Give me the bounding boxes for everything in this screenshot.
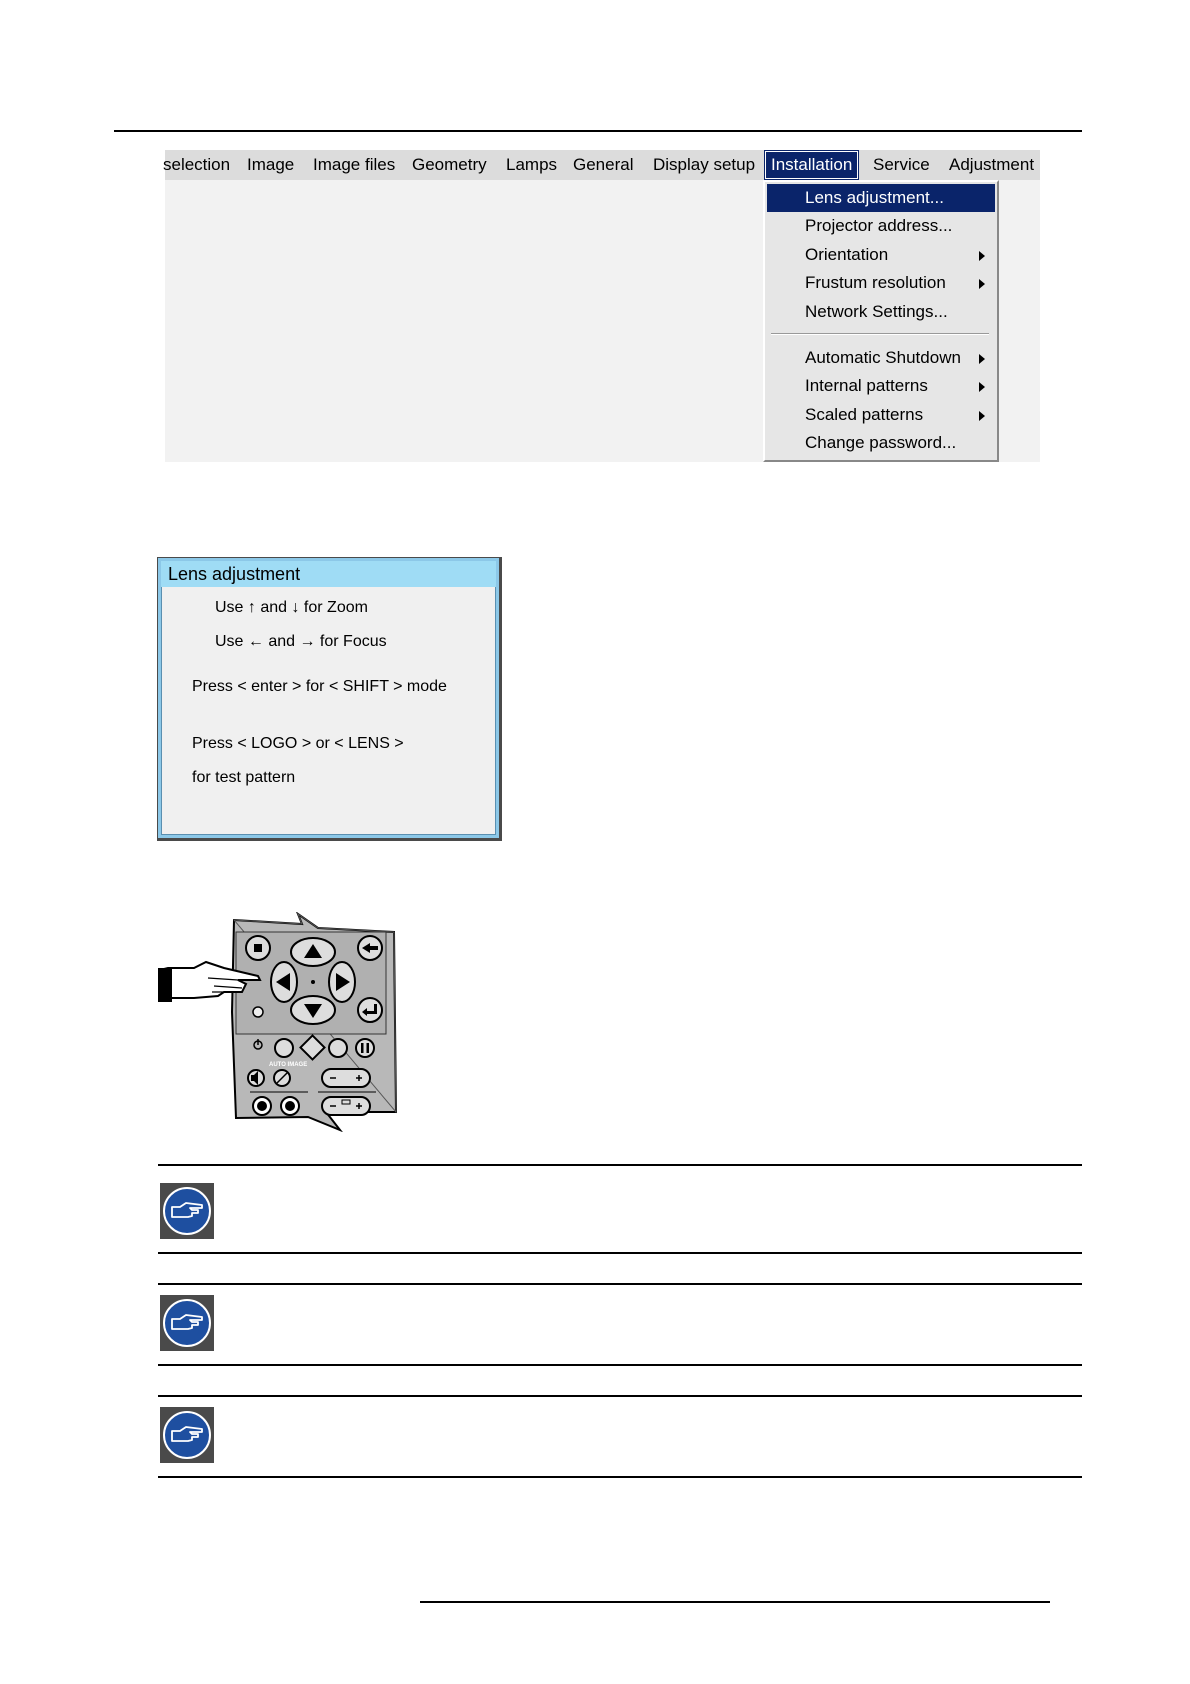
round-button-2[interactable] xyxy=(329,1039,347,1057)
dropdown-item-scaled-patterns[interactable]: Scaled patterns xyxy=(767,401,995,429)
dropdown-item-network-settings[interactable]: Network Settings... xyxy=(805,302,948,321)
pattern-instruction-1: Press < LOGO > or < LENS > xyxy=(192,735,404,752)
lens-adjustment-dialog xyxy=(158,558,499,838)
note-rule-top-1 xyxy=(158,1164,1082,1166)
note-icon-box-3 xyxy=(160,1407,214,1463)
dropdown-item-orientation[interactable]: Orientation xyxy=(767,241,995,269)
menu-screenshot xyxy=(165,150,1040,462)
remote-control-drawing xyxy=(158,912,402,1132)
dialog-title: Lens adjustment xyxy=(161,561,496,587)
dropdown-item-internal-patterns[interactable]: Internal patterns xyxy=(767,372,995,400)
note-rule-top-2 xyxy=(158,1283,1082,1285)
header-rule xyxy=(114,130,1082,132)
note-rule-bottom-1 xyxy=(158,1252,1082,1254)
note-rule-top-3 xyxy=(158,1395,1082,1397)
note-rule-bottom-2 xyxy=(158,1364,1082,1366)
note-rule-bottom-3 xyxy=(158,1476,1082,1478)
pattern-instruction-2: for test pattern xyxy=(192,769,296,786)
submenu-arrow-icon xyxy=(979,251,985,261)
menu-service[interactable]: Service xyxy=(873,155,930,174)
submenu-arrow-icon xyxy=(979,279,985,289)
footer-rule xyxy=(420,1601,1050,1603)
menu-installation[interactable]: Installation xyxy=(764,150,859,180)
center-dot xyxy=(311,980,315,984)
menu-display-setup[interactable]: Display setup xyxy=(653,155,756,174)
menu-geometry[interactable]: Geometry xyxy=(412,155,487,174)
down-arrow-icon[interactable] xyxy=(291,996,335,1024)
menu-image-files[interactable]: Image files xyxy=(313,155,396,174)
dropdown-item-frustum-resolution[interactable]: Frustum resolution xyxy=(767,269,995,297)
zoom-rocker[interactable] xyxy=(322,1097,370,1115)
pointing-hand-icon xyxy=(160,1183,214,1239)
zoom-instruction: Use ↑ and ↓ for Zoom xyxy=(215,599,368,616)
small-round-button[interactable] xyxy=(253,1007,263,1017)
pointing-hand-icon xyxy=(160,1407,214,1463)
submenu-arrow-icon xyxy=(979,354,985,364)
submenu-arrow-icon xyxy=(979,382,985,392)
mute-icon[interactable] xyxy=(248,1070,264,1086)
note-icon-box-2 xyxy=(160,1295,214,1351)
dropdown-item-projector-address[interactable]: Projector address... xyxy=(805,216,953,235)
remote-control-illustration xyxy=(158,912,402,1132)
pause-icon[interactable] xyxy=(356,1039,374,1057)
dropdown-separator xyxy=(771,333,989,335)
submenu-arrow-icon xyxy=(979,411,985,421)
dropdown-item-change-password[interactable]: Change password... xyxy=(805,433,957,452)
menu-adjustment[interactable]: Adjustment xyxy=(949,155,1035,174)
back-icon[interactable] xyxy=(358,936,382,960)
right-arrow-icon[interactable] xyxy=(329,962,355,1002)
shift-instruction: Press < enter > for < SHIFT > mode xyxy=(192,678,447,695)
menu-general[interactable]: General xyxy=(573,155,634,174)
round-button-1[interactable] xyxy=(275,1039,293,1057)
volume-rocker[interactable] xyxy=(322,1069,370,1087)
dropdown-item-automatic-shutdown[interactable]: Automatic Shutdown xyxy=(767,344,995,372)
dropdown-item-lens-adjustment[interactable]: Lens adjustment... xyxy=(767,184,995,212)
up-arrow-icon[interactable] xyxy=(291,938,335,966)
menu-selection[interactable]: selection xyxy=(163,155,231,174)
enter-icon[interactable] xyxy=(358,998,382,1022)
stop-icon[interactable] xyxy=(246,936,270,960)
focus-instruction: Use ← and → for Focus xyxy=(215,633,387,650)
pointing-hand-icon xyxy=(160,1295,214,1351)
menu-lamps[interactable]: Lamps xyxy=(506,155,558,174)
installation-dropdown xyxy=(763,180,999,462)
left-arrow-icon[interactable] xyxy=(271,962,297,1002)
menu-image[interactable]: Image xyxy=(247,155,295,174)
menubar xyxy=(165,150,1040,180)
note-icon-box-1 xyxy=(160,1183,214,1239)
auto-image-label: AUTO IMAGE xyxy=(269,1062,308,1068)
